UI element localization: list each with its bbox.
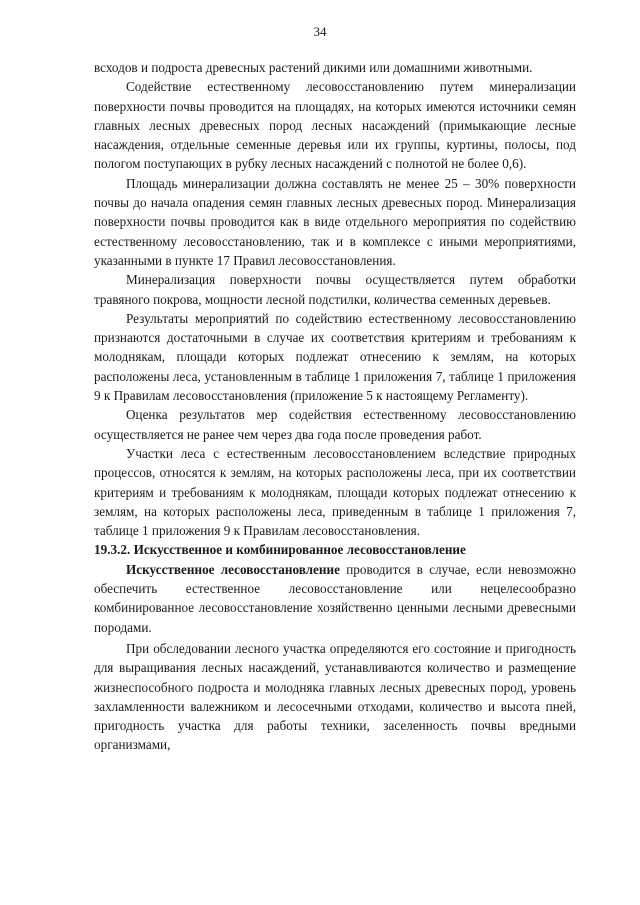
paragraph-results: Результаты мероприятий по содействию естественному лесовосстановлению признаются достаточными в случае их соответствия критериям и требованиям к молоднякам, площади которых подлежат отнесению к землям, на которых расположены леса, установленным в таблице 1 приложения 7, таблице 1 приложения 9 к Правилам лесовосстановления (приложение 5 к настоящему Регламенту).	[94, 310, 576, 404]
artificial-text: проводится в случае, если невозможно обеспечить естественное лесовосстановление или нецелесообразно комбинированное лесовосстановление хозяйственно ценными лесными древесными породами.	[94, 561, 576, 635]
page-number: 34	[313, 24, 327, 39]
paragraph-continuation: всходов и подроста древесных растений дикими или домашними животными.	[94, 60, 533, 75]
paragraph-assessment: Оценка результатов мер содействия естественному лесовосстановлению осуществляется не ранее чем через два года после проведения работ.	[94, 407, 576, 442]
paragraph-area: Площадь минерализации должна составлять не менее 25 – 30% поверхности почвы до начала опадения семян главных лесных древесных пород. Минерализация поверхности почвы проводится как в виде отдельного мероприятия по содействию естественному лесовосстановлению, так и в комплексе с иными мероприятиями, указанными в пункте 17 Правил лесовосстановления.	[94, 175, 576, 268]
paragraph-method: Минерализация поверхности почвы осуществляется путем обработки травяного покрова, мощности лесной подстилки, количества семенных деревьев.	[94, 272, 576, 307]
term-artificial: Искусственное лесовосстановление	[126, 561, 340, 577]
paragraph-survey: При обследовании лесного участка определяются его состояние и пригодность для выращивания лесных насаждений, устанавливаются количество и размещение жизнеспособного подроста и молодняка главных лесных древесных пород, уровень захламленности валежником и лесосечными отходами, количество и высота пней, пригодность участка для работы техники, заселенность почвы вредными организмами,	[94, 640, 576, 753]
body-text	[94, 58, 576, 755]
paragraph-natural-plots: Участки леса с естественным лесовосстановлением вследствие природных процессов, относятся к землям, на которых расположены леса, при их соответствии критериям и требованиям к молоднякам, площади которых подлежат отнесению к землям, на которых расположены леса, приведенным в таблице 1 приложения 7, таблице 1 приложения 9 к Правилам лесовосстановления.	[94, 445, 576, 539]
paragraph-artificial	[94, 560, 576, 637]
section-heading: 19.3.2. Искусственное и комбинированное лесовосстановление	[94, 542, 466, 558]
paragraph-mineralization: Содействие естественному лесовосстановлению путем минерализации поверхности почвы проводится на площадях, на которых имеются источники семян главных лесных древесных пород лесных насаждений (примыкающие лесные насаждения, отдельные семенные деревья или их группы, куртины, полосы, под пологом поступающих в рубку лесных насаждений с полнотой не более 0,6).	[94, 79, 576, 172]
